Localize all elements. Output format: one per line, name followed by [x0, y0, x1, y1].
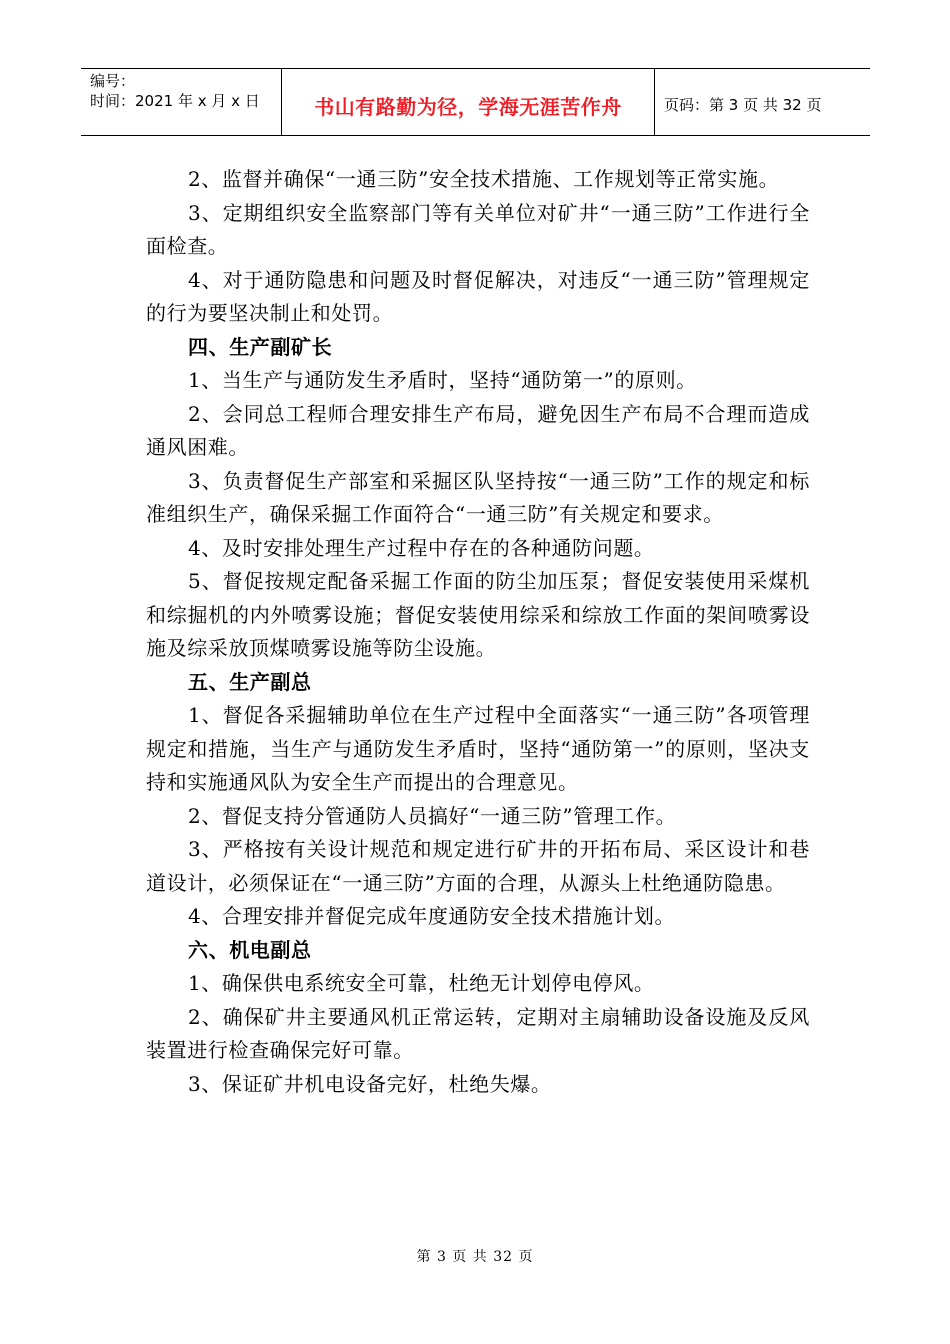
date-label: 时间：2021 年 x 月 x 日 — [90, 92, 260, 110]
body-paragraph: 4、及时安排处理生产过程中存在的各种通防问题。 — [188, 535, 655, 560]
header-page-cell — [655, 69, 870, 135]
body-paragraph: 2、监督并确保“一通三防”安全技术措施、工作规划等正常实施。 — [188, 167, 780, 191]
section-heading: 六、机电副总 — [188, 937, 312, 962]
body-paragraph: 2、会同总工程师合理安排生产布局，避免因生产布局不合理而造成通风困难。 — [146, 401, 810, 459]
header-meta-cell — [81, 69, 282, 135]
body-paragraph: 3、负责督促生产部室和采掘区队坚持按“一通三防”工作的规定和标准组织生产，确保采掘工作面符合“一通三防”有关规定和要求。 — [146, 468, 810, 526]
serial-number-label: 编号： — [90, 72, 136, 90]
body-paragraph: 1、当生产与通防发生矛盾时，坚持“通防第一”的原则。 — [188, 368, 697, 392]
body-paragraph: 2、督促支持分管通防人员搞好“一通三防”管理工作。 — [188, 803, 677, 828]
page-footer: 第 3 页 共 32 页 — [416, 1249, 534, 1265]
header-motto-cell — [282, 69, 655, 135]
body-paragraph: 1、确保供电系统安全可靠，杜绝无计划停电停风。 — [188, 971, 655, 995]
section-heading: 五、生产副总 — [188, 669, 312, 694]
body-paragraph: 4、合理安排并督促完成年度通防安全技术措施计划。 — [188, 904, 676, 928]
section-heading: 四、生产副矿长 — [188, 334, 333, 359]
document-body — [146, 163, 810, 1101]
body-paragraph: 5、督促按规定配备采掘工作面的防尘加压泵；督促安装使用采煤机和综掘机的内外喷雾设施；督促安装使用综采和综放工作面的架间喷雾设施及综采放顶煤喷雾设施等防尘设施。 — [146, 569, 810, 660]
page-info: 页码：第 3 页 共 32 页 — [664, 95, 822, 114]
body-paragraph: 1、督促各采掘辅助单位在生产过程中全面落实“一通三防”各项管理规定和措施，当生产与通防发生矛盾时，坚持“通防第一”的原则，坚决支持和实施通风队为安全生产而提出的合理意见。 — [146, 703, 810, 794]
body-paragraph: 3、定期组织安全监察部门等有关单位对矿井“一通三防”工作进行全面检查。 — [146, 200, 810, 258]
motto-text: 书山有路勤为径，学海无涯苦作舟 — [314, 94, 622, 119]
body-paragraph: 4、对于通防隐患和问题及时督促解决，对违反“一通三防”管理规定的行为要坚决制止和处罚。 — [146, 267, 810, 325]
body-paragraph: 2、确保矿井主要通风机正常运转，定期对主扇辅助设备设施及反风装置进行检查确保完好可靠。 — [146, 1004, 810, 1062]
header-table — [81, 68, 870, 136]
body-paragraph: 3、保证矿井机电设备完好，杜绝失爆。 — [188, 1071, 552, 1096]
body-paragraph: 3、严格按有关设计规范和规定进行矿井的开拓布局、采区设计和巷道设计，必须保证在“一通三防”方面的合理，从源头上杜绝通防隐患。 — [146, 837, 810, 895]
